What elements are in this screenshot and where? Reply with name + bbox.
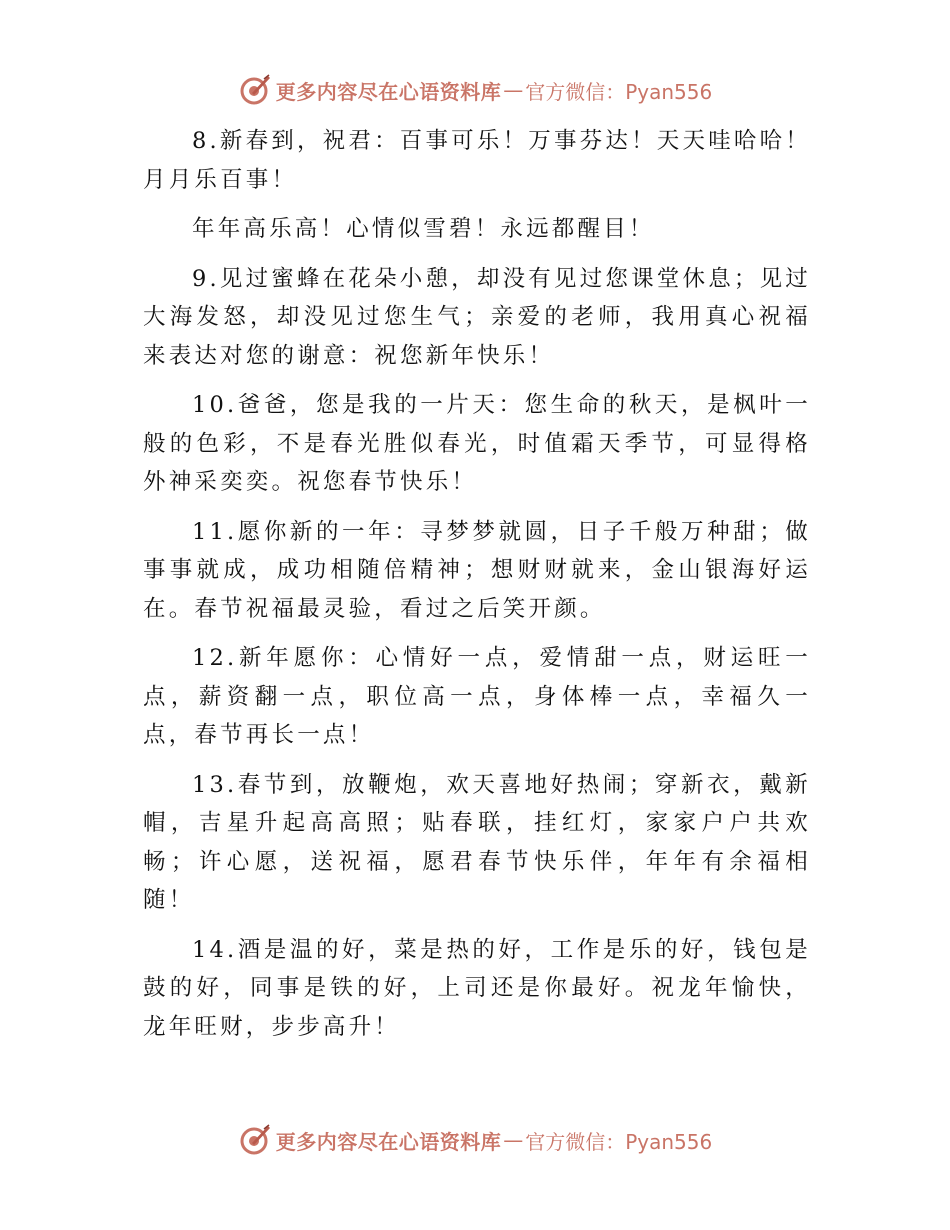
- banner-contact: 官方微信：Pyan556: [525, 1129, 713, 1154]
- banner-contact: 官方微信：Pyan556: [525, 79, 713, 104]
- banner-separator: —: [503, 1128, 524, 1152]
- header-banner: [0, 68, 950, 112]
- paragraph-1: 8.新春到，祝君：百事可乐！万事芬达！天天哇哈哈！月月乐百事！: [143, 128, 811, 193]
- banner-separator: —: [503, 78, 524, 102]
- banner-text: 更多内容尽在心语资料库: [275, 79, 502, 104]
- document-body: [143, 122, 811, 1046]
- footer-banner: [0, 1118, 950, 1162]
- paragraph-6: 12.新年愿你：心情好一点，爱情甜一点，财运旺一点，薪资翻一点，职位高一点，身体棒一点，幸福久一点，春节再长一点！: [143, 645, 811, 748]
- paragraph-2: 年年高乐高！心情似雪碧！永远都醒目！: [192, 216, 655, 242]
- paragraph-5: 11.愿你新的一年：寻梦梦就圆，日子千般万种甜；做事事就成，成功相随倍精神；想财财就来，金山银海好运在。春节祝福最灵验，看过之后笑开颜。: [143, 518, 811, 622]
- paragraph-4: 10.爸爸，您是我的一片天：您生命的秋天，是枫叶一般的色彩，不是春光胜似春光，时值霜天季节，可显得格外神采奕奕。祝您春节快乐！: [143, 392, 811, 495]
- paragraph-7: 13.春节到，放鞭炮，欢天喜地好热闹；穿新衣，戴新帽，吉星升起高高照；贴春联，挂红灯，家家户户共欢畅；许心愿，送祝福，愿君春节快乐伴，年年有余福相随！: [143, 771, 811, 913]
- quill-seal-icon: [238, 73, 272, 107]
- paragraph-8: 14.酒是温的好，菜是热的好，工作是乐的好，钱包是鼓的好，同事是铁的好，上司还是你最好。祝龙年愉快，龙年旺财，步步高升！: [143, 936, 811, 1040]
- quill-seal-icon: [238, 1123, 272, 1157]
- paragraph-3: 9.见过蜜蜂在花朵小憩，却没有见过您课堂休息；见过大海发怒，却没见过您生气；亲爱的老师，我用真心祝福来表达对您的谢意：祝您新年快乐！: [143, 265, 811, 369]
- banner-text: 更多内容尽在心语资料库: [275, 1129, 502, 1154]
